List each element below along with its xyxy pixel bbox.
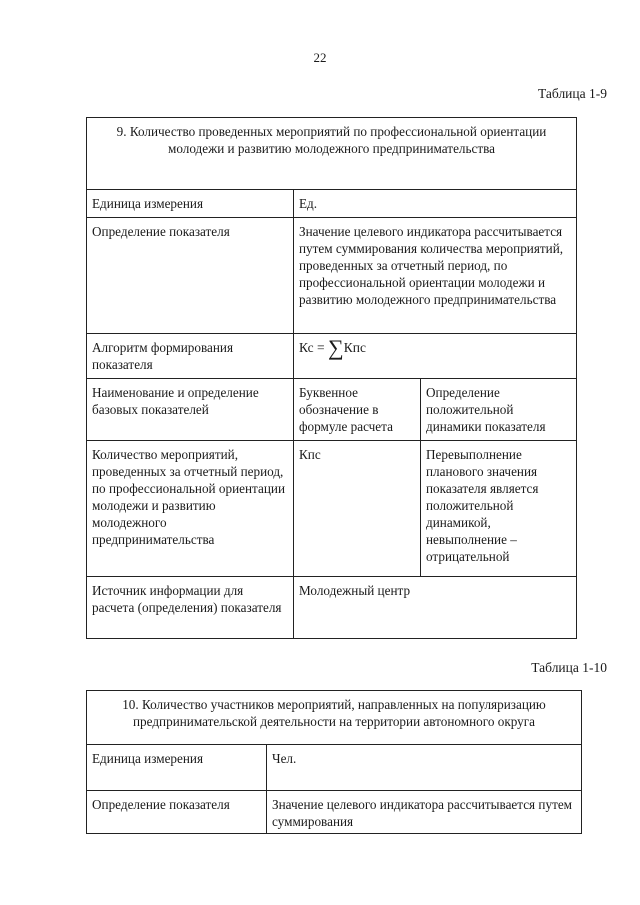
- table-title: 9. Количество проведенных мероприятий по профессиональной ориентации молодежи и развитию молодежного предпринимательства: [87, 118, 577, 190]
- letter-designation-header: Буквенное обозначение в формуле расчета: [294, 379, 421, 441]
- events-count-label: Количество мероприятий, проведенных за отчетный период, по профессиональной ориентации молодежи и развитию молодежного предпринимательства: [87, 441, 294, 577]
- unit-value: Ед.: [294, 190, 577, 218]
- definition-value: Значение целевого индикатора рассчитывается путем суммирования количества мероприятий, проведенных за отчетный период, по профессиональной ориентации молодежи и развитию молодежного предпринимательства: [294, 218, 577, 334]
- events-count-dynamics: Перевыполнение планового значения показателя является положительной динамикой, невыполнение – отрицательной: [421, 441, 577, 577]
- events-count-symbol: Кпс: [294, 441, 421, 577]
- unit-value: Чел.: [267, 745, 582, 791]
- unit-label: Единица измерения: [87, 190, 294, 218]
- formula-right: Кпс: [343, 340, 366, 355]
- definition-label: Определение показателя: [87, 791, 267, 834]
- base-indicators-label: Наименование и определение базовых показателей: [87, 379, 294, 441]
- positive-dynamics-header: Определение положительной динамики показателя: [421, 379, 577, 441]
- indicator-table-9: [86, 117, 577, 639]
- table-1-label: Таблица 1-9: [538, 86, 607, 101]
- page-number: 22: [313, 50, 327, 65]
- unit-label: Единица измерения: [87, 745, 267, 791]
- definition-label: Определение показателя: [87, 218, 294, 334]
- algorithm-label: Алгоритм формирования показателя: [87, 334, 294, 379]
- table-2-label: Таблица 1-10: [531, 660, 607, 675]
- sigma-symbol: ∑: [328, 335, 344, 360]
- source-value: Молодежный центр: [294, 577, 577, 639]
- definition-value: Значение целевого индикатора рассчитывается путем суммирования: [267, 791, 582, 834]
- table-title: 10. Количество участников мероприятий, направленных на популяризацию предпринимательской деятельности на территории автономного округа: [87, 691, 582, 745]
- formula: [294, 334, 577, 379]
- formula-left: Кс =: [299, 340, 329, 355]
- indicator-table-10: [86, 690, 582, 834]
- source-label: Источник информации для расчета (определения) показателя: [87, 577, 294, 639]
